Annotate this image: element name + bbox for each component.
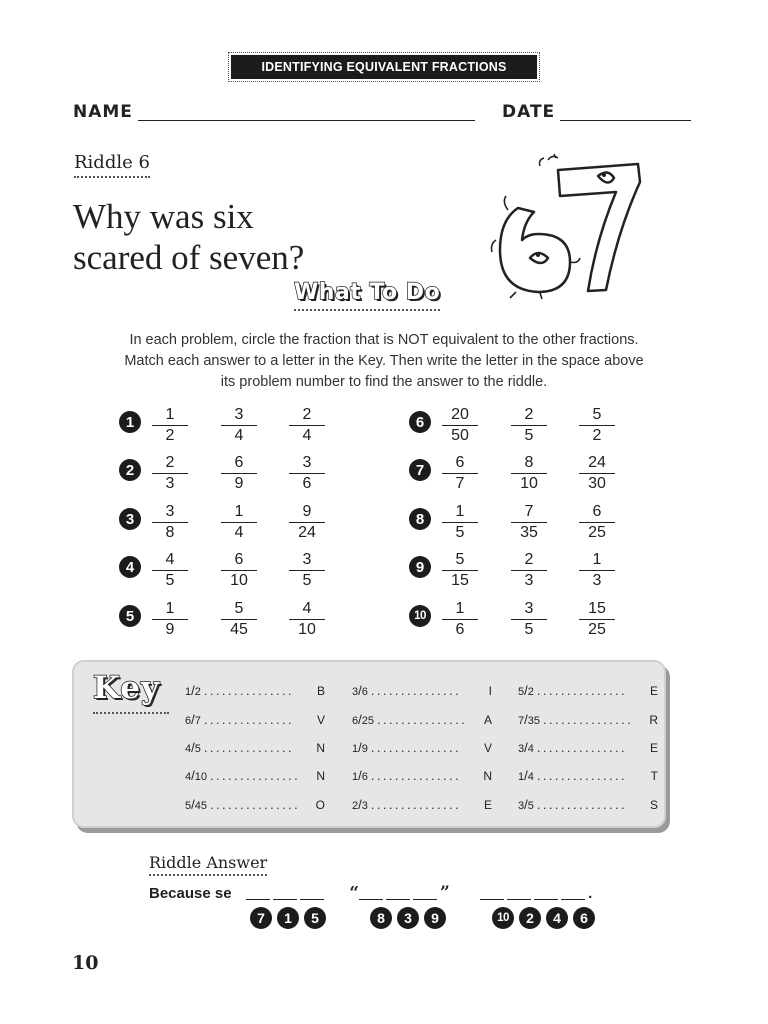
key-letter: N: [316, 741, 325, 755]
answer-problem-badge: 3: [397, 907, 419, 929]
fraction-denominator: 3: [524, 572, 534, 589]
fraction-denominator: 4: [302, 427, 312, 444]
key-numerator: 3: [518, 800, 525, 812]
problem-number-badge: 9: [409, 556, 431, 578]
key-numerator: 1: [518, 771, 525, 783]
fraction-numerator: 20: [442, 405, 478, 426]
fraction-numerator: 6: [579, 502, 615, 523]
key-letter: V: [316, 713, 325, 727]
fraction-choice[interactable]: [442, 550, 478, 590]
key-denominator: 6: [361, 686, 368, 698]
key-leader-dots: ...............: [536, 768, 628, 783]
answer-period: .: [588, 885, 593, 902]
problem-number-badge: 3: [119, 508, 141, 530]
answer-problem-badge: 1: [277, 907, 299, 929]
fraction-denominator: 5: [524, 427, 534, 444]
fraction-denominator: 9: [165, 621, 175, 638]
fraction-choice[interactable]: [511, 453, 547, 493]
answer-blank[interactable]: [359, 885, 383, 900]
key-entry: [518, 712, 658, 727]
page-number: 10: [72, 952, 99, 974]
problem-number-badge: 1: [119, 411, 141, 433]
fraction-numerator: 5: [442, 550, 478, 571]
answer-problem-badge: 7: [250, 907, 272, 929]
date-field-line[interactable]: [560, 120, 691, 121]
problem-number-badge: 4: [119, 556, 141, 578]
key-slash: /: [358, 740, 362, 755]
what-to-do-heading: What To Do: [294, 280, 440, 311]
fraction-denominator: 50: [451, 427, 469, 444]
key-leader-dots: ...............: [370, 740, 462, 755]
fraction-choice[interactable]: [152, 550, 188, 590]
fraction-choice[interactable]: [511, 502, 547, 542]
fraction-denominator: 25: [588, 524, 606, 541]
key-slash: /: [358, 683, 362, 698]
key-denominator: 6: [361, 771, 368, 783]
fraction-denominator: 4: [234, 427, 244, 444]
answer-blank[interactable]: [413, 885, 437, 900]
key-leader-dots: ...............: [377, 712, 468, 727]
key-letter: N: [316, 769, 325, 783]
key-denominator: 5: [527, 800, 534, 812]
key-slash: /: [524, 797, 528, 812]
key-entry: [185, 740, 325, 755]
fraction-choice[interactable]: [152, 405, 188, 445]
fraction-choice[interactable]: [289, 453, 325, 493]
fraction-choice[interactable]: [221, 405, 257, 445]
instruction-line: its problem number to find the answer to the riddle.: [220, 374, 548, 390]
fraction-denominator: 30: [588, 475, 606, 492]
key-leader-dots: ...............: [210, 797, 301, 812]
fraction-numerator: 9: [289, 502, 325, 523]
fraction-denominator: 35: [520, 524, 538, 541]
fraction-numerator: 1: [152, 599, 188, 620]
key-numerator: 6: [352, 715, 359, 727]
key-denominator: 9: [361, 743, 368, 755]
answer-blank[interactable]: [386, 885, 410, 900]
fraction-denominator: 15: [451, 572, 469, 589]
key-slash: /: [524, 768, 528, 783]
fraction-numerator: 1: [442, 599, 478, 620]
fraction-choice[interactable]: [579, 599, 615, 639]
key-denominator: 2: [527, 686, 534, 698]
key-entry: [352, 797, 492, 812]
fraction-numerator: 15: [579, 599, 615, 620]
riddle-label: Riddle 6: [74, 152, 150, 178]
key-entry: [185, 768, 325, 783]
key-letter: A: [483, 713, 492, 727]
key-leader-dots: ...............: [536, 740, 628, 755]
fraction-choice[interactable]: [289, 502, 325, 542]
answer-blank[interactable]: [300, 885, 324, 900]
problem-number-badge: 5: [119, 605, 141, 627]
key-denominator: 5: [194, 743, 201, 755]
fraction-denominator: 2: [592, 427, 602, 444]
fraction-numerator: 1: [442, 502, 478, 523]
key-letter: S: [649, 798, 658, 812]
key-slash: /: [191, 740, 195, 755]
fraction-denominator: 5: [302, 572, 312, 589]
key-denominator: 7: [194, 715, 201, 727]
fraction-choice[interactable]: [289, 599, 325, 639]
key-slash: /: [191, 768, 195, 783]
key-denominator: 4: [527, 771, 534, 783]
fraction-denominator: 5: [455, 524, 465, 541]
key-entry: [185, 712, 325, 727]
fraction-numerator: 3: [289, 550, 325, 571]
fraction-denominator: 3: [592, 572, 602, 589]
fraction-choice[interactable]: [152, 453, 188, 493]
fraction-choice[interactable]: [511, 550, 547, 590]
name-field-line[interactable]: [138, 120, 475, 121]
key-letter: E: [483, 798, 492, 812]
problem-number-badge: 8: [409, 508, 431, 530]
fraction-choice[interactable]: [442, 599, 478, 639]
fraction-choice[interactable]: [289, 405, 325, 445]
close-quote: ”: [440, 883, 450, 903]
key-title-underline: [93, 712, 169, 714]
fraction-denominator: 24: [298, 524, 316, 541]
answer-blank[interactable]: [273, 885, 297, 900]
fraction-choice[interactable]: [221, 599, 257, 639]
key-numerator: 5: [518, 686, 525, 698]
fraction-numerator: 5: [221, 599, 257, 620]
key-numerator: 5: [185, 800, 192, 812]
fraction-denominator: 4: [234, 524, 244, 541]
key-entry: [518, 768, 658, 783]
fraction-numerator: 8: [511, 453, 547, 474]
key-leader-dots: ...............: [210, 768, 301, 783]
riddle-question: [73, 196, 304, 278]
key-letter: N: [483, 769, 492, 783]
fraction-choice[interactable]: [152, 502, 188, 542]
fraction-choice[interactable]: [442, 453, 478, 493]
key-entry: [185, 683, 325, 698]
fraction-numerator: 6: [221, 550, 257, 571]
fraction-numerator: 1: [152, 405, 188, 426]
fraction-numerator: 3: [221, 405, 257, 426]
key-entry: [518, 740, 658, 755]
fraction-choice[interactable]: [579, 502, 615, 542]
fraction-choice[interactable]: [579, 453, 615, 493]
fraction-denominator: 25: [588, 621, 606, 638]
seven-character: [558, 164, 640, 291]
fraction-numerator: 4: [152, 550, 188, 571]
key-leader-dots: ...............: [370, 683, 462, 698]
key-leader-dots: ...............: [536, 683, 628, 698]
answer-problem-badge: 6: [573, 907, 595, 929]
key-leader-dots: ...............: [370, 797, 462, 812]
key-denominator: 35: [527, 715, 540, 727]
fraction-numerator: 3: [511, 599, 547, 620]
problem-number-badge: 7: [409, 459, 431, 481]
problem-number-badge: 2: [119, 459, 141, 481]
fraction-numerator: 1: [221, 502, 257, 523]
riddle-question-line: Why was six: [73, 197, 254, 236]
date-label: DATE: [502, 102, 556, 122]
fraction-numerator: 3: [152, 502, 188, 523]
key-numerator: 3: [518, 743, 525, 755]
key-slash: /: [191, 797, 195, 812]
problem-number-badge: 6: [409, 411, 431, 433]
key-slash: /: [524, 683, 528, 698]
fraction-denominator: 3: [165, 475, 175, 492]
key-denominator: 10: [194, 771, 207, 783]
key-leader-dots: ...............: [536, 797, 628, 812]
key-numerator: 7: [518, 715, 525, 727]
key-numerator: 4: [185, 743, 192, 755]
key-numerator: 2: [352, 800, 359, 812]
key-letter: I: [488, 684, 492, 698]
key-denominator: 25: [361, 715, 374, 727]
fraction-numerator: 6: [442, 453, 478, 474]
key-slash: /: [358, 768, 362, 783]
key-entry: [352, 712, 492, 727]
key-slash: /: [191, 712, 195, 727]
key-slash: /: [191, 683, 195, 698]
answer-problem-badge: 8: [370, 907, 392, 929]
fraction-choice[interactable]: [511, 405, 547, 445]
key-leader-dots: ...............: [370, 768, 462, 783]
key-slash: /: [358, 712, 362, 727]
fraction-denominator: 45: [230, 621, 248, 638]
key-letter: R: [649, 713, 658, 727]
fraction-choice[interactable]: [511, 599, 547, 639]
answer-problem-badge: 4: [546, 907, 568, 929]
instructions: [84, 330, 684, 393]
fraction-numerator: 2: [152, 453, 188, 474]
open-quote: “: [349, 883, 360, 903]
key-leader-dots: ...............: [543, 712, 634, 727]
key-letter: B: [316, 684, 325, 698]
key-numerator: 1: [352, 771, 359, 783]
answer-blank[interactable]: [534, 885, 558, 900]
fraction-choice[interactable]: [221, 453, 257, 493]
fraction-choice[interactable]: [221, 550, 257, 590]
key-leader-dots: ...............: [203, 712, 295, 727]
fraction-choice[interactable]: [442, 405, 478, 445]
key-numerator: 4: [185, 771, 192, 783]
fraction-choice[interactable]: [221, 502, 257, 542]
key-denominator: 3: [361, 800, 368, 812]
key-letter: E: [649, 741, 658, 755]
fraction-denominator: 9: [234, 475, 244, 492]
answer-blank[interactable]: [246, 885, 270, 900]
fraction-denominator: 5: [165, 572, 175, 589]
key-entry: [185, 797, 325, 812]
fraction-denominator: 10: [520, 475, 538, 492]
key-entry: [352, 740, 492, 755]
fraction-choice[interactable]: [579, 405, 615, 445]
fraction-numerator: 7: [511, 502, 547, 523]
fraction-denominator: 10: [298, 621, 316, 638]
key-entry: [352, 768, 492, 783]
key-leader-dots: ...............: [203, 740, 295, 755]
key-letter: E: [649, 684, 658, 698]
key-slash: /: [524, 740, 528, 755]
riddle-answer-label: Riddle Answer: [149, 853, 267, 876]
key-entry: [518, 797, 658, 812]
fraction-numerator: 2: [511, 405, 547, 426]
fraction-denominator: 7: [455, 475, 465, 492]
answer-problem-badge: 5: [304, 907, 326, 929]
fraction-denominator: 5: [524, 621, 534, 638]
key-denominator: 2: [194, 686, 201, 698]
fraction-denominator: 2: [165, 427, 175, 444]
key-numerator: 6: [185, 715, 192, 727]
answer-problem-badge: 10: [492, 907, 514, 929]
key-slash: /: [524, 712, 528, 727]
key-denominator: 4: [527, 743, 534, 755]
key-title: Key: [93, 670, 160, 706]
fraction-numerator: 24: [579, 453, 615, 474]
instruction-line: In each problem, circle the fraction that is NOT equivalent to the other fractions.: [129, 332, 639, 348]
answer-blank[interactable]: [507, 885, 531, 900]
fraction-numerator: 6: [221, 453, 257, 474]
fraction-numerator: 5: [579, 405, 615, 426]
key-letter: V: [483, 741, 492, 755]
key-numerator: 1: [185, 686, 192, 698]
key-numerator: 3: [352, 686, 359, 698]
fraction-denominator: 8: [165, 524, 175, 541]
answer-blank[interactable]: [561, 885, 585, 900]
answer-blank[interactable]: [480, 885, 504, 900]
problem-number-badge: 10: [409, 605, 431, 627]
banner-title: IDENTIFYING EQUIVALENT FRACTIONS: [231, 55, 537, 79]
fraction-numerator: 3: [289, 453, 325, 474]
fraction-choice[interactable]: [442, 502, 478, 542]
riddle-answer-line: [149, 883, 592, 903]
key-entry: [518, 683, 658, 698]
fraction-denominator: 6: [455, 621, 465, 638]
answer-problem-badge: 2: [519, 907, 541, 929]
fraction-choice[interactable]: [152, 599, 188, 639]
key-letter: O: [315, 798, 325, 812]
section-banner: [228, 52, 540, 82]
name-label: NAME: [73, 102, 133, 122]
fraction-numerator: 1: [579, 550, 615, 571]
six-seven-illustration: [488, 150, 648, 300]
six-character: [500, 208, 570, 292]
riddle-question-line: scared of seven?: [73, 238, 305, 277]
fraction-numerator: 2: [289, 405, 325, 426]
fraction-numerator: 4: [289, 599, 325, 620]
key-numerator: 1: [352, 743, 359, 755]
fraction-choice[interactable]: [289, 550, 325, 590]
key-denominator: 45: [194, 800, 207, 812]
key-entry: [352, 683, 492, 698]
answer-prefix: Because se: [149, 885, 232, 902]
fraction-choice[interactable]: [579, 550, 615, 590]
fraction-denominator: 6: [302, 475, 312, 492]
fraction-numerator: 2: [511, 550, 547, 571]
key-leader-dots: ...............: [203, 683, 295, 698]
answer-problem-badge: 9: [424, 907, 446, 929]
key-letter: T: [650, 769, 658, 783]
instruction-line: Match each answer to a letter in the Key. Then write the letter in the space above: [124, 353, 644, 369]
key-slash: /: [358, 797, 362, 812]
fraction-denominator: 10: [230, 572, 248, 589]
